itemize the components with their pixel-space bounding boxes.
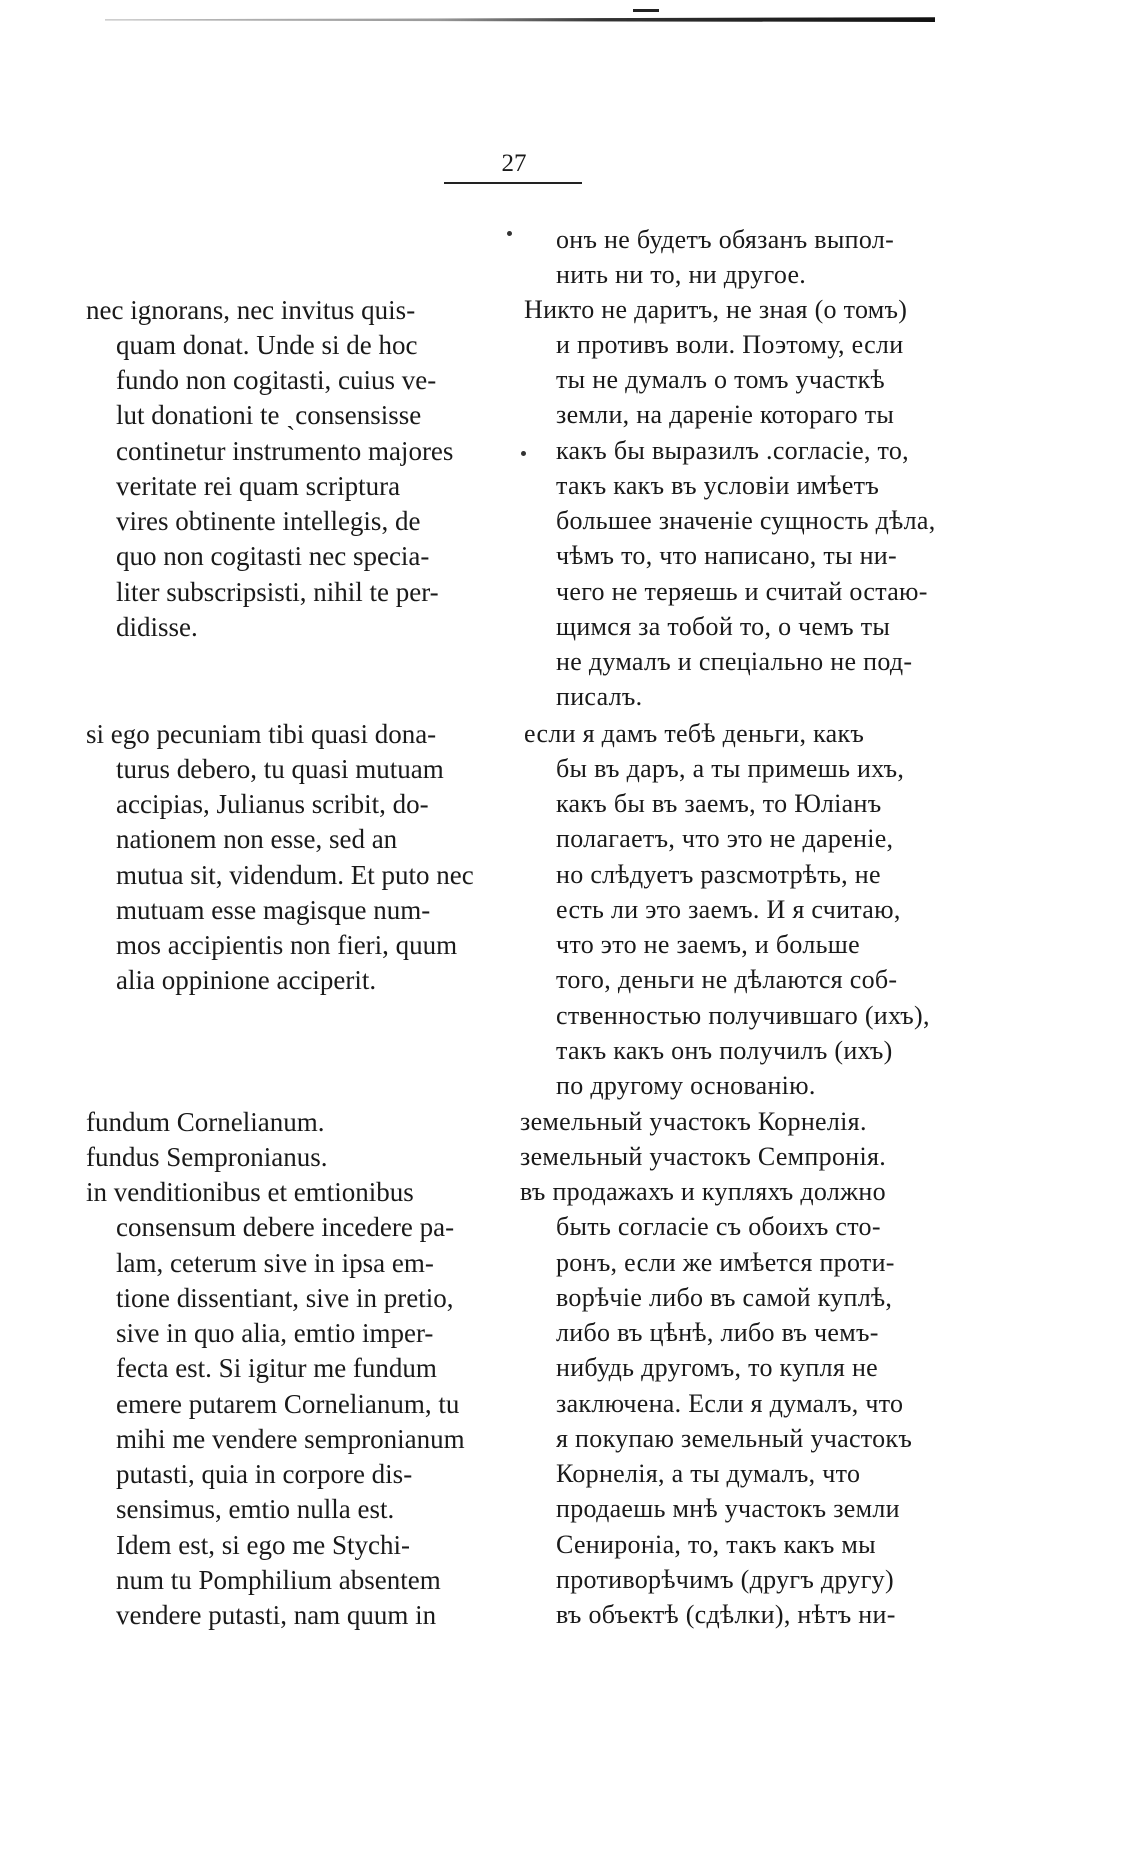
ink-speck xyxy=(521,451,526,456)
latin-line: putasti, quia in corpore dis- xyxy=(116,1459,413,1489)
latin-line: fundus Sempronianus. xyxy=(86,1142,328,1172)
header-rule xyxy=(105,16,935,22)
latin-line: sensimus, emtio nulla est. xyxy=(116,1494,395,1524)
latin-line: si ego pecuniam tibi quasi dona- xyxy=(86,719,437,749)
latin-line: veritate rei quam scriptura xyxy=(116,471,401,501)
latin-line: tione dissentiant, sive in pretio, xyxy=(116,1283,454,1313)
latin-line: alia oppinione acciperit. xyxy=(116,965,377,995)
latin-line: Idem est, si ego me Stychi- xyxy=(116,1530,410,1560)
russian-line: въ объектѣ (сдѣлки), нѣтъ ни- xyxy=(556,1600,896,1629)
latin-line: quo non cogitasti nec specia- xyxy=(116,541,430,571)
latin-line: nec ignorans, nec invitus quis- xyxy=(86,295,416,325)
russian-line: если я дамъ тебѣ деньги, какъ xyxy=(524,719,865,748)
latin-line: nationem non esse, sed an xyxy=(116,824,398,854)
russian-line: нить ни то, ни другое. xyxy=(556,260,807,289)
russian-line: такъ какъ въ условіи имѣетъ xyxy=(556,471,880,500)
latin-line: accipias, Julianus scribit, do- xyxy=(116,789,429,819)
russian-line: чего не теряешь и считай остаю- xyxy=(556,577,928,606)
russian-line: быть согласіе съ обоихъ сто- xyxy=(556,1212,881,1241)
russian-line: и противъ воли. Поэтому, если xyxy=(556,330,904,359)
russian-line: онъ не будетъ обязанъ выпол- xyxy=(556,225,895,254)
russian-line: большее значеніе сущность дѣла, xyxy=(556,506,936,535)
russian-line: заключена. Если я думалъ, что xyxy=(556,1389,904,1418)
russian-line: какъ бы въ заемъ, то Юліанъ xyxy=(556,789,882,818)
russian-line: я покупаю земельный участокъ xyxy=(556,1424,913,1453)
russian-line: въ продажахъ и купляхъ должно xyxy=(520,1177,886,1206)
russian-line: но слѣдуетъ разсмотрѣть, не xyxy=(556,860,881,889)
russian-line: щимся за тобой то, о чемъ ты xyxy=(556,612,891,641)
latin-line: mos accipientis non fieri, quum xyxy=(116,930,458,960)
russian-line: ворѣчіе либо въ самой куплѣ, xyxy=(556,1283,893,1312)
russian-line: либо въ цѣнѣ, либо въ чемъ- xyxy=(556,1318,879,1347)
latin-line: sive in quo alia, emtio imper- xyxy=(116,1318,434,1348)
latin-line: fecta est. Si igitur me fundum xyxy=(116,1353,437,1383)
latin-line: liter subscripsisti, nihil te per- xyxy=(116,577,439,607)
latin-line: continetur instrumento majores xyxy=(116,436,454,466)
russian-line: продаешь мнѣ участокъ земли xyxy=(556,1494,900,1523)
russian-line: нибудь другомъ, то купля не xyxy=(556,1353,879,1382)
russian-line: ронъ, если же имѣется проти- xyxy=(556,1248,895,1277)
russian-line: земли, на дареніе котораго ты xyxy=(556,400,895,429)
russian-line: писалъ. xyxy=(556,682,643,711)
russian-line: ственностью получившаго (ихъ), xyxy=(556,1001,930,1030)
latin-line: quam donat. Unde si de hoc xyxy=(116,330,418,360)
header-rule-mark xyxy=(633,9,659,12)
russian-line: какъ бы выразилъ .согласіе, то, xyxy=(556,436,909,465)
russian-line: земельный участокъ Корнелія. xyxy=(520,1107,867,1136)
latin-line: mutuam esse magisque num- xyxy=(116,895,431,925)
russian-line: полагаетъ, что это не дареніе, xyxy=(556,824,894,853)
latin-line: fundum Cornelianum. xyxy=(86,1107,325,1137)
latin-line: turus debero, tu quasi mutuam xyxy=(116,754,444,784)
russian-line: земельный участокъ Семпронія. xyxy=(520,1142,887,1171)
russian-line: бы въ даръ, а ты примешь ихъ, xyxy=(556,754,905,783)
latin-line: vires obtinente intellegis, de xyxy=(116,506,421,536)
russian-line: есть ли это заемъ. И я считаю, xyxy=(556,895,901,924)
russian-line: чѣмъ то, что написано, ты ни- xyxy=(556,541,897,570)
latin-line: fundo non cogitasti, cuius ve- xyxy=(116,365,437,395)
page-number-rule xyxy=(444,182,582,184)
russian-line: Никто не даритъ, не зная (о томъ) xyxy=(524,295,908,324)
latin-line: vendere putasti, nam quum in xyxy=(116,1600,437,1630)
russian-line: что это не заемъ, и больше xyxy=(556,930,860,959)
latin-line: lut donationi te ˎconsensisse xyxy=(116,400,422,430)
latin-line: mihi me vendere sempronianum xyxy=(116,1424,465,1454)
russian-line: такъ какъ онъ получилъ (ихъ) xyxy=(556,1036,893,1065)
latin-line: in venditionibus et emtionibus xyxy=(86,1177,414,1207)
ink-speck xyxy=(507,231,512,236)
russian-line: Сенироніа, то, такъ какъ мы xyxy=(556,1530,876,1559)
latin-line: lam, ceterum sive in ipsa em- xyxy=(116,1248,434,1278)
latin-line: didisse. xyxy=(116,612,198,642)
russian-line: не думалъ и спеціально не под- xyxy=(556,647,913,676)
latin-line: consensum debere incedere pa- xyxy=(116,1212,455,1242)
russian-line: того, деньги не дѣлаются соб- xyxy=(556,965,898,994)
russian-line: Корнелія, а ты думалъ, что xyxy=(556,1459,861,1488)
latin-line: mutua sit, videndum. Et puto nec xyxy=(116,860,474,890)
latin-line: emere putarem Cornelianum, tu xyxy=(116,1389,460,1419)
russian-line: по другому основанію. xyxy=(556,1071,816,1100)
russian-line: ты не думалъ о томъ участкѣ xyxy=(556,365,885,394)
page-number: 27 xyxy=(501,150,527,177)
latin-line: num tu Pomphilium absentem xyxy=(116,1565,441,1595)
russian-line: противорѣчимъ (другъ другу) xyxy=(556,1565,894,1594)
